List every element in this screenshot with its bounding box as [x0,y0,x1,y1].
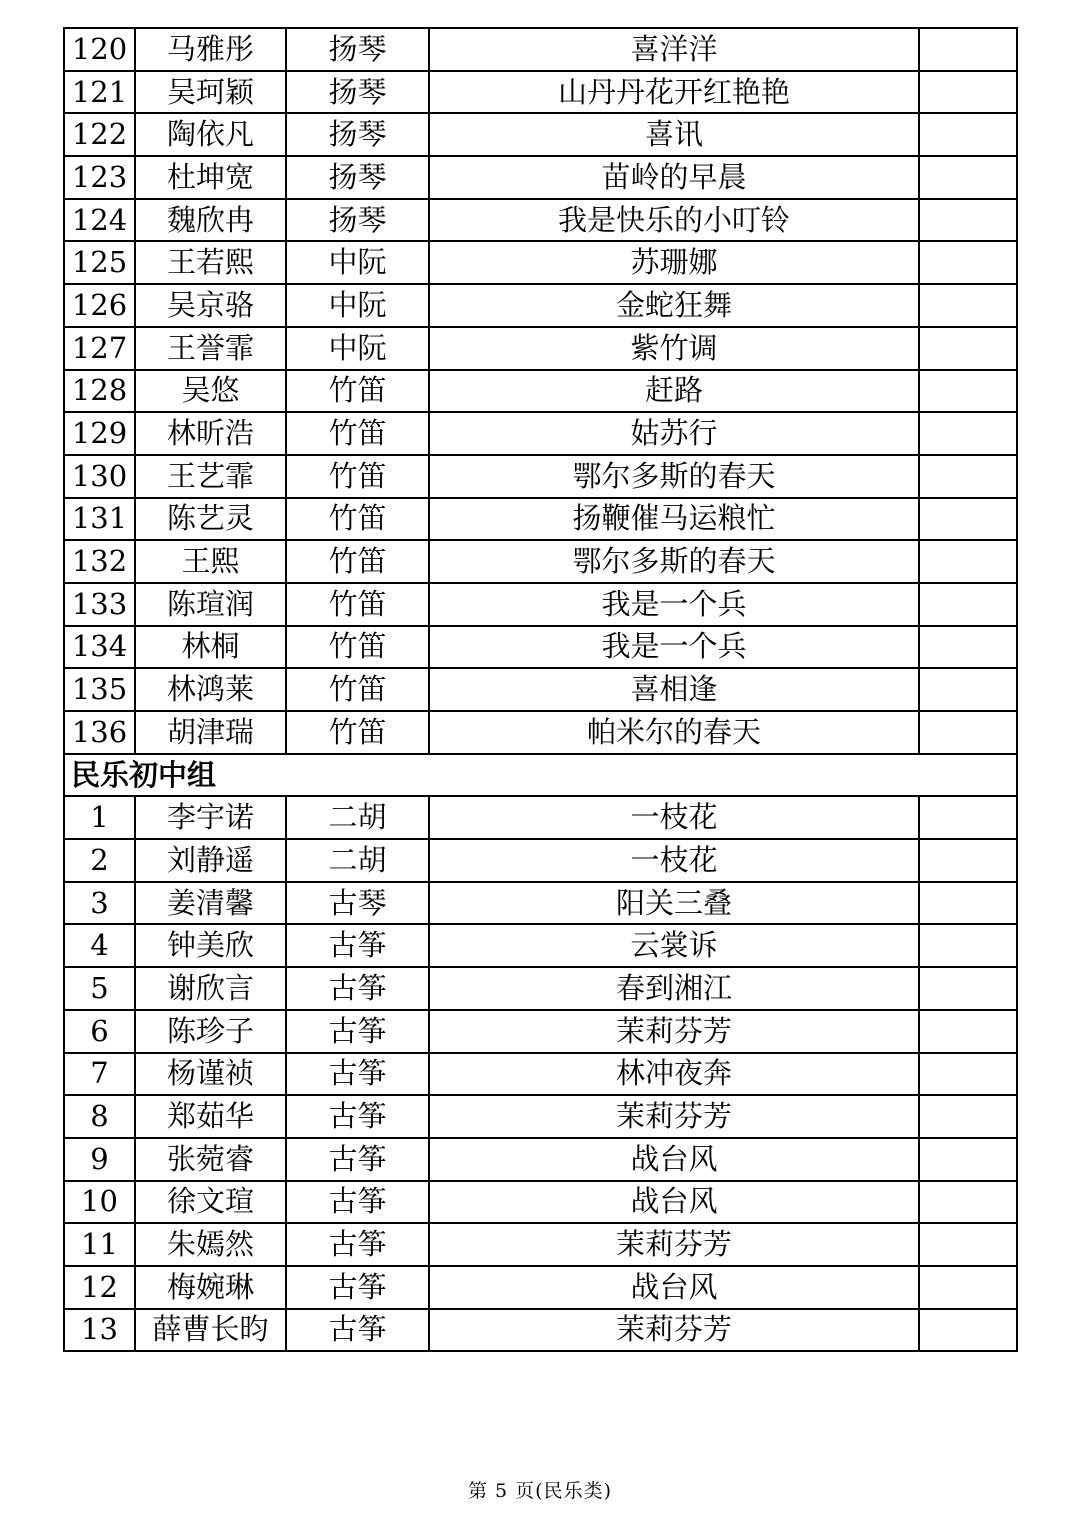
cell-number: 124 [64,199,135,242]
cell-instrument: 竹笛 [286,668,429,711]
cell-name: 吴悠 [135,370,286,413]
table-row [64,1223,1017,1266]
table-body-bottom [64,796,1017,1351]
cell-name: 刘静遥 [135,839,286,882]
cell-remark [919,626,1017,669]
table-row [64,284,1017,327]
cell-remark [919,113,1017,156]
cell-piece: 一枝花 [429,839,919,882]
cell-remark [919,1181,1017,1224]
cell-name: 王熙 [135,540,286,583]
cell-remark [919,796,1017,839]
cell-piece: 赶路 [429,370,919,413]
table-row [64,241,1017,284]
cell-instrument: 古筝 [286,967,429,1010]
cell-remark [919,1010,1017,1053]
cell-number: 126 [64,284,135,327]
cell-number: 5 [64,967,135,1010]
section-title: 民乐初中组 [64,754,1017,797]
cell-number: 2 [64,839,135,882]
cell-name: 王艺霏 [135,455,286,498]
section-header-row [64,754,1017,797]
cell-number: 136 [64,711,135,754]
cell-remark [919,583,1017,626]
cell-instrument: 古筝 [286,1010,429,1053]
cell-number: 7 [64,1053,135,1096]
cell-name: 林昕浩 [135,412,286,455]
cell-instrument: 竹笛 [286,583,429,626]
cell-number: 6 [64,1010,135,1053]
cell-remark [919,1095,1017,1138]
cell-piece: 我是一个兵 [429,583,919,626]
cell-name: 姜清馨 [135,882,286,925]
cell-name: 朱嫣然 [135,1223,286,1266]
table-row [64,327,1017,370]
cell-piece: 鄂尔多斯的春天 [429,455,919,498]
cell-name: 李宇诺 [135,796,286,839]
cell-name: 王誉霏 [135,327,286,370]
cell-piece: 扬鞭催马运粮忙 [429,498,919,541]
table-row [64,924,1017,967]
table-row [64,1095,1017,1138]
cell-remark [919,412,1017,455]
cell-piece: 战台风 [429,1266,919,1309]
cell-instrument: 古琴 [286,882,429,925]
table-row [64,796,1017,839]
cell-piece: 苏珊娜 [429,241,919,284]
cell-remark [919,455,1017,498]
cell-instrument: 扬琴 [286,156,429,199]
cell-name: 杜坤宽 [135,156,286,199]
cell-remark [919,199,1017,242]
table-row [64,882,1017,925]
cell-remark [919,882,1017,925]
cell-number: 132 [64,540,135,583]
cell-remark [919,1138,1017,1181]
cell-instrument: 古筝 [286,1223,429,1266]
cell-number: 123 [64,156,135,199]
cell-instrument: 中阮 [286,284,429,327]
cell-instrument: 竹笛 [286,412,429,455]
cell-instrument: 竹笛 [286,540,429,583]
table-row [64,156,1017,199]
cell-number: 130 [64,455,135,498]
cell-instrument: 二胡 [286,839,429,882]
cell-remark [919,241,1017,284]
cell-name: 梅婉琳 [135,1266,286,1309]
cell-name: 魏欣冉 [135,199,286,242]
table-row [64,583,1017,626]
cell-piece: 战台风 [429,1138,919,1181]
cell-number: 4 [64,924,135,967]
cell-remark [919,1053,1017,1096]
cell-number: 125 [64,241,135,284]
cell-number: 9 [64,1138,135,1181]
cell-piece: 姑苏行 [429,412,919,455]
cell-number: 120 [64,28,135,71]
cell-remark [919,540,1017,583]
table-row [64,370,1017,413]
cell-name: 陈珍子 [135,1010,286,1053]
cell-piece: 喜洋洋 [429,28,919,71]
cell-instrument: 古筝 [286,1266,429,1309]
table-row [64,412,1017,455]
cell-instrument: 古筝 [286,1181,429,1224]
cell-remark [919,156,1017,199]
cell-name: 马雅彤 [135,28,286,71]
cell-remark [919,967,1017,1010]
cell-name: 王若熙 [135,241,286,284]
cell-piece: 山丹丹花开红艳艳 [429,71,919,114]
cell-piece: 茉莉芬芳 [429,1095,919,1138]
cell-number: 128 [64,370,135,413]
cell-number: 10 [64,1181,135,1224]
cell-number: 1 [64,796,135,839]
cell-piece: 茉莉芬芳 [429,1010,919,1053]
cell-number: 121 [64,71,135,114]
cell-name: 林桐 [135,626,286,669]
cell-number: 11 [64,1223,135,1266]
cell-remark [919,28,1017,71]
cell-name: 陶依凡 [135,113,286,156]
cell-remark [919,1309,1017,1352]
cell-instrument: 扬琴 [286,71,429,114]
cell-instrument: 古筝 [286,1138,429,1181]
page-footer: 第 5 页(民乐类) [468,1480,612,1502]
cell-piece: 紫竹调 [429,327,919,370]
cell-remark [919,839,1017,882]
table-row [64,455,1017,498]
cell-number: 131 [64,498,135,541]
cell-instrument: 古筝 [286,1095,429,1138]
cell-piece: 春到湘江 [429,967,919,1010]
cell-instrument: 中阮 [286,241,429,284]
roster-table [63,27,1018,1352]
cell-name: 胡津瑞 [135,711,286,754]
cell-name: 郑茹华 [135,1095,286,1138]
cell-piece: 茉莉芬芳 [429,1223,919,1266]
cell-name: 徐文瑄 [135,1181,286,1224]
table-row [64,498,1017,541]
cell-name: 谢欣言 [135,967,286,1010]
cell-name: 钟美欣 [135,924,286,967]
table-row [64,28,1017,71]
table-row [64,626,1017,669]
table-row [64,1266,1017,1309]
cell-remark [919,924,1017,967]
cell-number: 3 [64,882,135,925]
cell-name: 吴京骆 [135,284,286,327]
cell-name: 杨谨祯 [135,1053,286,1096]
table-body-top [64,28,1017,754]
cell-number: 8 [64,1095,135,1138]
table-row [64,668,1017,711]
cell-instrument: 竹笛 [286,711,429,754]
cell-piece: 喜讯 [429,113,919,156]
table-row [64,1138,1017,1181]
cell-instrument: 扬琴 [286,199,429,242]
cell-piece: 鄂尔多斯的春天 [429,540,919,583]
cell-instrument: 竹笛 [286,370,429,413]
table-row [64,1010,1017,1053]
cell-remark [919,498,1017,541]
cell-remark [919,1266,1017,1309]
cell-instrument: 竹笛 [286,455,429,498]
cell-instrument: 中阮 [286,327,429,370]
cell-instrument: 扬琴 [286,113,429,156]
cell-number: 13 [64,1309,135,1352]
cell-piece: 我是一个兵 [429,626,919,669]
table-row [64,967,1017,1010]
cell-instrument: 竹笛 [286,498,429,541]
cell-piece: 战台风 [429,1181,919,1224]
cell-remark [919,668,1017,711]
cell-instrument: 竹笛 [286,626,429,669]
table-row [64,1181,1017,1224]
cell-name: 林鸿莱 [135,668,286,711]
cell-instrument: 古筝 [286,1053,429,1096]
cell-remark [919,71,1017,114]
cell-name: 薛曹长昀 [135,1309,286,1352]
cell-piece: 云裳诉 [429,924,919,967]
cell-remark [919,284,1017,327]
cell-number: 122 [64,113,135,156]
cell-remark [919,370,1017,413]
table-row [64,1309,1017,1352]
table-row [64,839,1017,882]
table-row [64,199,1017,242]
cell-piece: 喜相逢 [429,668,919,711]
table-row [64,711,1017,754]
cell-piece: 苗岭的早晨 [429,156,919,199]
cell-remark [919,327,1017,370]
cell-number: 135 [64,668,135,711]
cell-instrument: 古筝 [286,1309,429,1352]
cell-number: 129 [64,412,135,455]
cell-piece: 一枝花 [429,796,919,839]
cell-piece: 茉莉芬芳 [429,1309,919,1352]
cell-instrument: 二胡 [286,796,429,839]
cell-piece: 阳关三叠 [429,882,919,925]
table-row [64,71,1017,114]
table-row [64,113,1017,156]
cell-piece: 金蛇狂舞 [429,284,919,327]
cell-piece: 我是快乐的小叮铃 [429,199,919,242]
cell-number: 12 [64,1266,135,1309]
cell-number: 134 [64,626,135,669]
cell-name: 张菀睿 [135,1138,286,1181]
cell-remark [919,711,1017,754]
cell-instrument: 扬琴 [286,28,429,71]
table-row [64,540,1017,583]
cell-name: 吴珂颖 [135,71,286,114]
cell-number: 127 [64,327,135,370]
cell-piece: 帕米尔的春天 [429,711,919,754]
cell-instrument: 古筝 [286,924,429,967]
table-row [64,1053,1017,1096]
cell-piece: 林冲夜奔 [429,1053,919,1096]
cell-remark [919,1223,1017,1266]
cell-name: 陈艺灵 [135,498,286,541]
cell-name: 陈瑄润 [135,583,286,626]
cell-number: 133 [64,583,135,626]
